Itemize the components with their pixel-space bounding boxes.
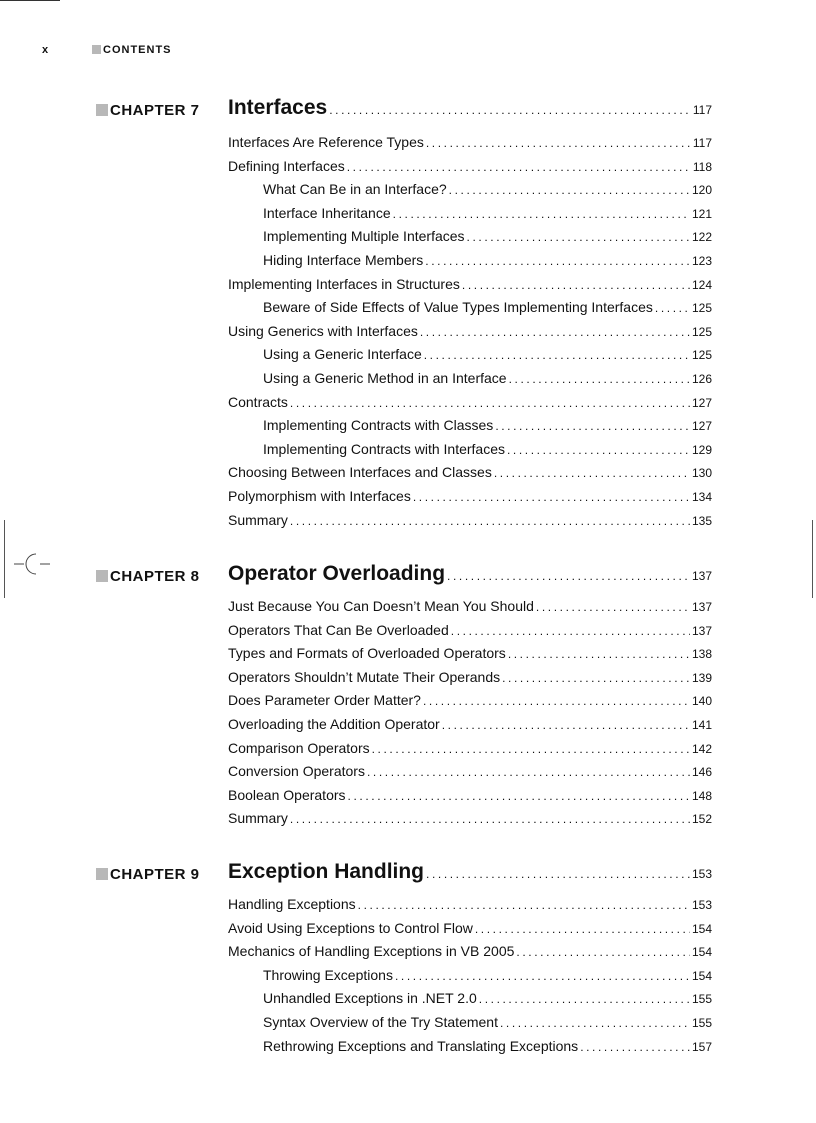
toc-entry[interactable]: Defining Interfaces ..... 118 (228, 158, 712, 182)
toc-entries (228, 134, 712, 535)
chapter-7 (96, 96, 712, 528)
toc-entry[interactable]: Just Because You Can Doesn’t Mean You Should ..... 137 (228, 598, 712, 622)
toc-subentry[interactable]: Using a Generic Method in an Interface ..... 126 (228, 370, 712, 394)
chapter-label: CHAPTER 8 (110, 568, 200, 585)
toc-subentry[interactable]: Using a Generic Interface ..... 125 (228, 346, 712, 370)
toc-entries (228, 598, 712, 834)
chapter-page: 137 (691, 569, 712, 583)
chapter-label: CHAPTER 7 (110, 102, 200, 119)
chapter-8 (96, 562, 712, 827)
toc-entry[interactable]: Operators Shouldn’t Mutate Their Operands ..... 139 (228, 669, 712, 693)
toc-entry[interactable]: Types and Formats of Overloaded Operators ..... 138 (228, 645, 712, 669)
toc-subentry[interactable]: Throwing Exceptions ..... 154 (228, 967, 712, 991)
chapter-heading[interactable] (96, 96, 712, 122)
chapter-page: 153 (691, 867, 712, 881)
toc-entry[interactable]: Comparison Operators ..... 142 (228, 740, 712, 764)
toc-entry[interactable]: Conversion Operators ..... 146 (228, 763, 712, 787)
crop-mark-right (812, 520, 813, 598)
toc-entry[interactable]: Interfaces Are Reference Types ..... 117 (228, 134, 712, 158)
toc-subentry[interactable]: Rethrowing Exceptions and Translating Exceptions ..... 157 (228, 1038, 712, 1062)
toc-entry[interactable]: Does Parameter Order Matter? ..... 140 (228, 692, 712, 716)
chapter-title: Exception Handling (228, 860, 425, 883)
toc-subentry[interactable]: Hiding Interface Members ..... 123 (228, 252, 712, 276)
top-rule (0, 0, 60, 1)
gray-square-icon (96, 570, 108, 582)
toc-entry[interactable]: Mechanics of Handling Exceptions in VB 2005 ..... 154 (228, 943, 712, 967)
toc-entry[interactable]: Implementing Interfaces in Structures ..... 124 (228, 276, 712, 300)
gray-square-icon (96, 868, 108, 880)
gray-square-icon (96, 104, 108, 116)
toc-subentry[interactable]: Implementing Contracts with Classes ..... 127 (228, 417, 712, 441)
leader-dots (426, 867, 690, 881)
toc-subentry[interactable]: Unhandled Exceptions in .NET 2.0 ..... 155 (228, 990, 712, 1014)
toc-subentry[interactable]: Syntax Overview of the Try Statement ..... 155 (228, 1014, 712, 1038)
chapter-heading[interactable] (96, 562, 712, 588)
chapter-label: CHAPTER 9 (110, 866, 200, 883)
toc-subentry[interactable]: Beware of Side Effects of Value Types Implementing Interfaces ..... 125 (228, 299, 712, 323)
registration-mark-icon (14, 546, 74, 606)
toc-entry[interactable]: Summary ..... 152 (228, 810, 712, 834)
toc-entry[interactable]: Avoid Using Exceptions to Control Flow ..... 154 (228, 920, 712, 944)
toc-entries (228, 896, 712, 1061)
toc-entry[interactable]: Handling Exceptions ..... 153 (228, 896, 712, 920)
crop-mark (0, 520, 60, 600)
toc-entry[interactable]: Polymorphism with Interfaces ..... 134 (228, 488, 712, 512)
chapter-heading[interactable] (96, 860, 712, 886)
toc-entry[interactable]: Boolean Operators ..... 148 (228, 787, 712, 811)
toc-entry[interactable]: Summary ..... 135 (228, 512, 712, 536)
toc-subentry[interactable]: What Can Be in an Interface? ..... 120 (228, 181, 712, 205)
chapter-page: 117 (692, 103, 712, 117)
leader-dots (329, 103, 691, 117)
leader-dots (447, 569, 690, 583)
section-title: CONTENTS (103, 44, 172, 56)
toc-entry[interactable]: Contracts ..... 127 (228, 394, 712, 418)
toc-subentry[interactable]: Interface Inheritance ..... 121 (228, 205, 712, 229)
chapter-title: Interfaces (228, 96, 328, 119)
toc-entry[interactable]: Choosing Between Interfaces and Classes ..... 130 (228, 464, 712, 488)
toc-subentry[interactable]: Implementing Contracts with Interfaces ..... 129 (228, 441, 712, 465)
toc-entry[interactable]: Overloading the Addition Operator ..... 141 (228, 716, 712, 740)
toc-entry[interactable]: Operators That Can Be Overloaded ..... 137 (228, 622, 712, 646)
chapter-9 (96, 860, 712, 1054)
gray-square-icon (92, 45, 101, 54)
toc-entry[interactable]: Using Generics with Interfaces ..... 125 (228, 323, 712, 347)
chapter-title: Operator Overloading (228, 562, 446, 585)
running-head (42, 44, 172, 56)
toc-subentry[interactable]: Implementing Multiple Interfaces ..... 122 (228, 228, 712, 252)
page-number: x (42, 44, 50, 56)
